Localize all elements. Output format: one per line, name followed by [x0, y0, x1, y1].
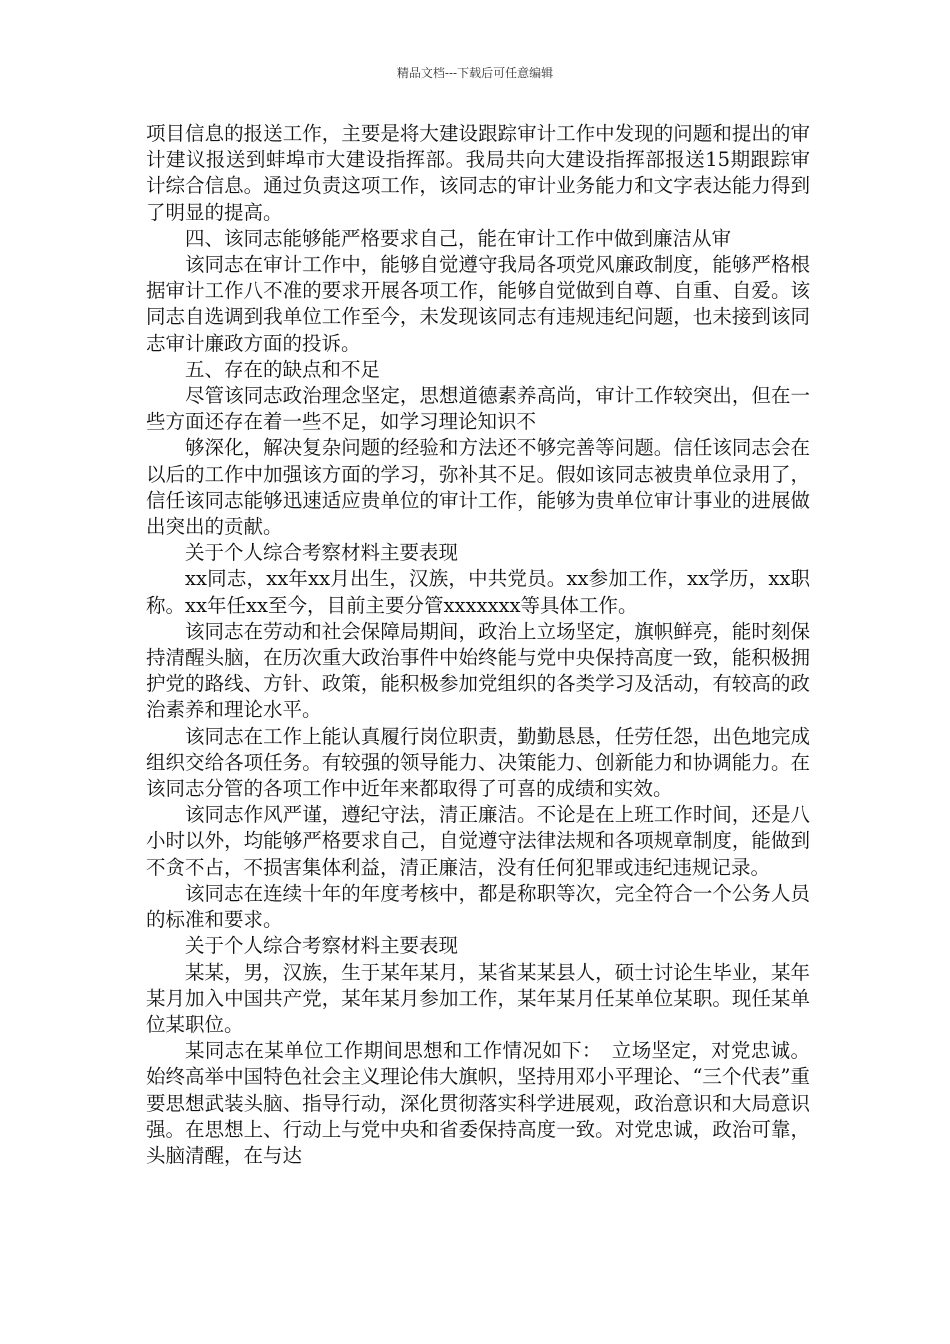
paragraph: 该同志在劳动和社会保障局期间，政治上立场坚定，旗帜鲜亮，能时刻保持清醒头脑，在历次重大政治事件中始终能与党中央保持高度一致，能积极拥护党的路线、方针、政策，能积极参加党组织的各类学习及活动，有较高的政治素养和理论水平。: [146, 619, 810, 722]
section-title: 关于个人综合考察材料主要表现: [185, 541, 459, 565]
document-body: [146, 121, 810, 1169]
page-header: 精品文档---下载后可任意编辑: [396, 66, 554, 80]
paragraph: 该同志在工作上能认真履行岗位职责，勤勤恳恳，任劳任怨，出色地完成组织交给各项任务。有较强的领导能力、决策能力、创新能力和协调能力。在该同志分管的各项工作中近年来都取得了可喜的成绩和实效。: [146, 724, 810, 801]
paragraph: 尽管该同志政治理念坚定，思想道德素养高尚，审计工作较突出，但在一些方面还存在着一些不足，如学习理论知识不: [146, 384, 810, 434]
section-heading: 四、该同志能够能严格要求自己，能在审计工作中做到廉洁从审: [185, 226, 732, 250]
paragraph: 该同志在连续十年的年度考核中，都是称职等次，完全符合一个公务人员的标准和要求。: [146, 881, 810, 932]
paragraph: 某同志在某单位工作期间思想和工作情况如下： 立场坚定，对党忠诚。始终高举中国特色社会主义理论伟大旗帜，坚持用邓小平理论、“三个代表”重要思想武装头脑、指导行动，深化贯彻落实科学进展观，政治意识和大局意识强。在思想上、行动上与党中央和省委保持高度一致。对党忠诚，政治可靠，头脑清醒，在与达: [146, 1039, 810, 1167]
paragraph: 该同志在审计工作中，能够自觉遵守我局各项党风廉政制度，能够严格根据审计工作八不准的要求开展各项工作，能够自觉做到自尊、自重、自爱。该同志自选调到我单位工作至今，未发现该同志有违规违纪问题，也未接到该同志审计廉政方面的投诉。: [146, 253, 810, 355]
paragraph: 该同志作风严谨，遵纪守法，清正廉洁。不论是在上班工作时间，还是八小时以外，均能够严格要求自己，自觉遵守法律法规和各项规章制度，能做到不贪不占，不损害集体利益，清正廉洁，没有任何犯罪或违纪违规记录。: [146, 803, 810, 879]
section-title: 关于个人综合考察材料主要表现: [185, 934, 459, 958]
paragraph: 够深化，解决复杂问题的经验和方法还不够完善等问题。信任该同志会在以后的工作中加强该方面的学习，弥补其不足。假如该同志被贵单位录用了，信任该同志能够迅速适应贵单位的审计工作，能够为贵单位审计事业的进展做出突出的贡献。: [146, 436, 810, 539]
paragraph: 某某，男，汉族，生于某年某月，某省某某县人，硕士讨论生毕业，某年某月加入中国共产党，某年某月参加工作，某年某月任某单位某职。现任某单位某职位。: [146, 960, 810, 1036]
paragraph: xx同志，xx年xx月出生，汉族，中共党员。xx参加工作，xx学历，xx职称。xx年任xx至今，目前主要分管xxxxxxx等具体工作。: [146, 567, 810, 617]
paragraph: 项目信息的报送工作，主要是将大建设跟踪审计工作中发现的问题和提出的审计建议报送到蚌埠市大建设指挥部。我局共向大建设指挥部报送15期跟踪审计综合信息。通过负责这项工作，该同志的审计业务能力和文字表达能力得到了明显的提高。: [146, 122, 810, 224]
section-heading: 五、存在的缺点和不足: [185, 357, 381, 381]
